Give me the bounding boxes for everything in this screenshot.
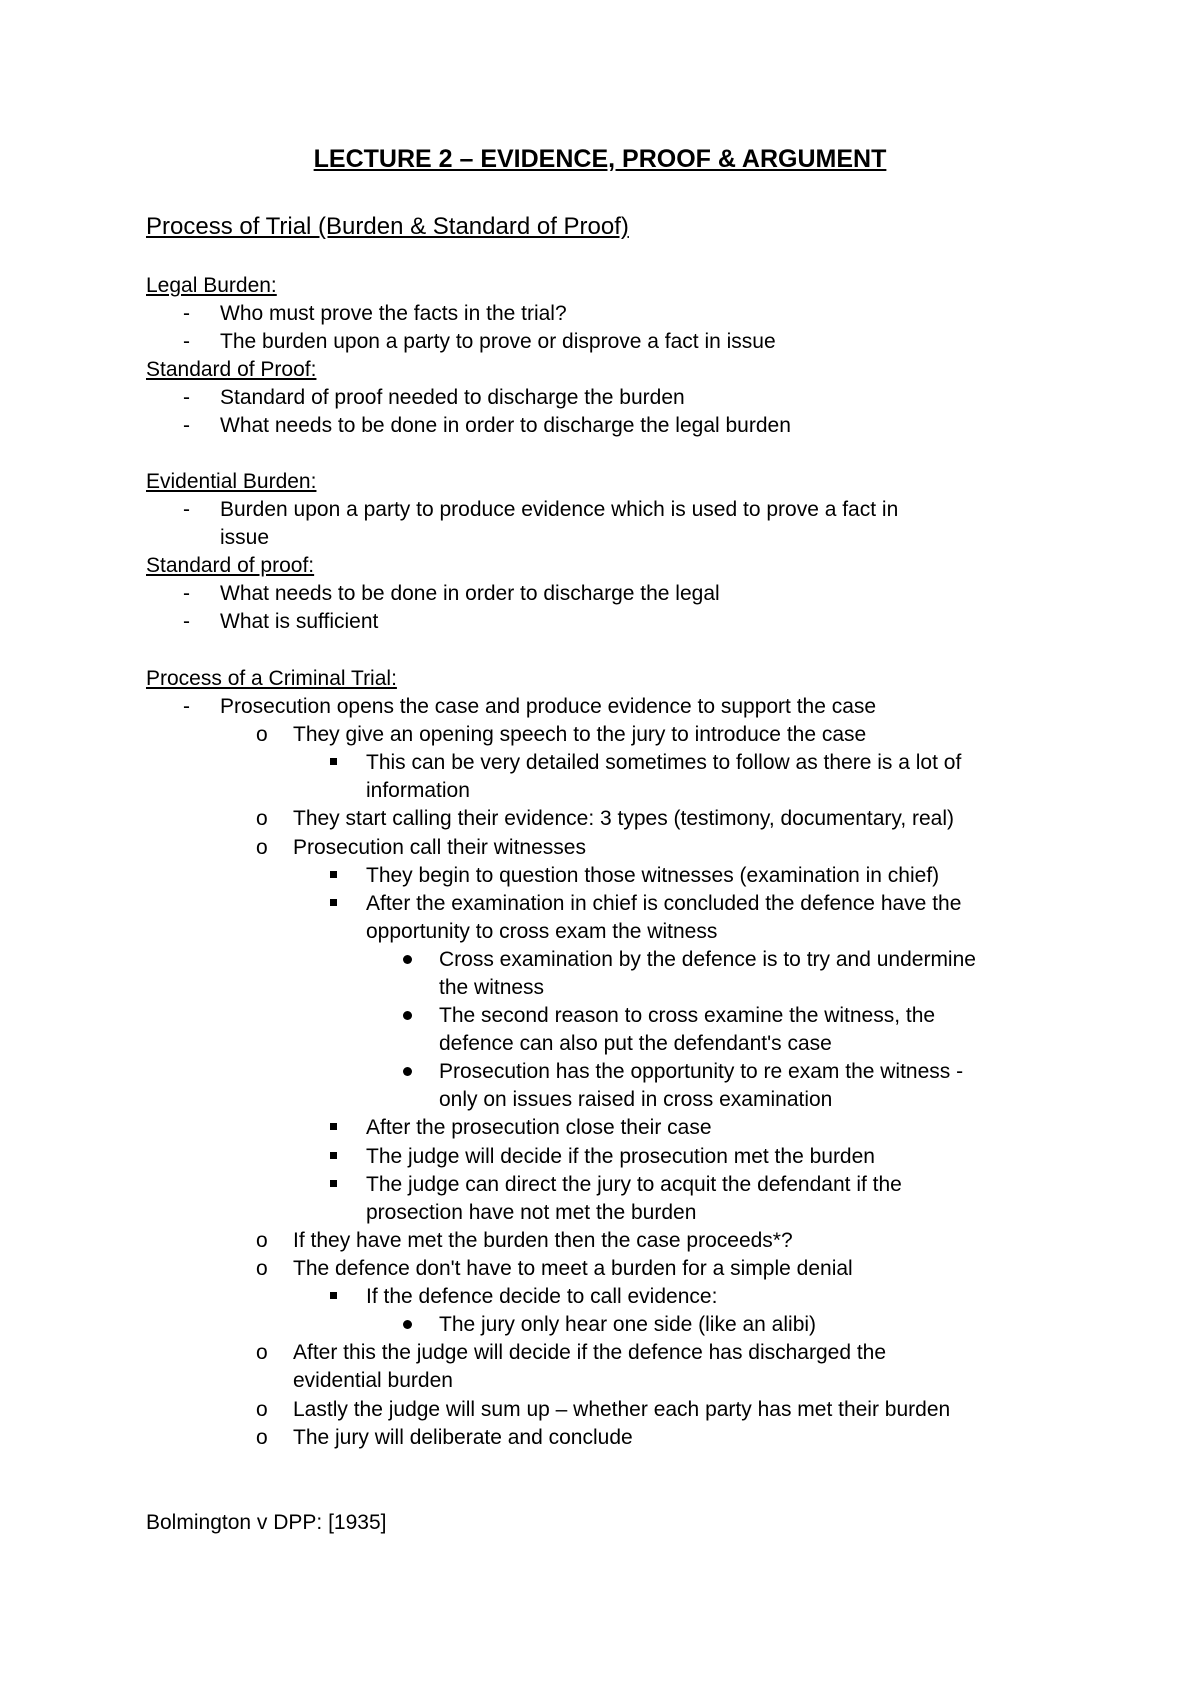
list-item: What needs to be done in order to discharge the legal (220, 582, 720, 605)
standard-of-proof-label: Standard of proof: (146, 554, 315, 577)
list-item: The judge can direct the jury to acquit the defendant if the (366, 1173, 902, 1196)
list-item: If the defence decide to call evidence: (366, 1285, 718, 1308)
list-item-continuation: defence can also put the defendant's case (439, 1032, 832, 1055)
list-item: The judge will decide if the prosecution met the burden (366, 1145, 875, 1168)
circle-marker: o (256, 1257, 268, 1280)
list-item: The second reason to cross examine the witness, the (439, 1004, 936, 1027)
list-item: After this the judge will decide if the defence has discharged the (293, 1341, 887, 1364)
list-item-continuation: issue (220, 526, 270, 549)
list-item-continuation: the witness (439, 976, 545, 999)
square-bullet (330, 1152, 337, 1159)
list-item: The burden upon a party to prove or disprove a fact in issue (220, 330, 776, 353)
section-heading: Process of Trial (Burden & Standard of Proof) (146, 213, 629, 240)
square-bullet (330, 899, 337, 906)
legal-burden-label: Legal Burden: (146, 274, 277, 297)
circle-marker: o (256, 1341, 268, 1364)
list-item: The jury only hear one side (like an alibi) (439, 1313, 817, 1336)
dash-marker: - (183, 414, 190, 437)
circle-marker: o (256, 1426, 268, 1449)
round-bullet (403, 1011, 412, 1020)
list-item-continuation: evidential burden (293, 1369, 453, 1392)
criminal-trial-label: Process of a Criminal Trial: (146, 667, 397, 690)
list-item-continuation: only on issues raised in cross examination (439, 1088, 833, 1111)
square-bullet (330, 1180, 337, 1187)
circle-marker: o (256, 1229, 268, 1252)
list-item: Prosecution has the opportunity to re exam the witness - (439, 1060, 964, 1083)
square-bullet (330, 1292, 337, 1299)
list-item: If they have met the burden then the case proceeds*? (293, 1229, 793, 1252)
list-item-continuation: opportunity to cross exam the witness (366, 920, 718, 943)
square-bullet (330, 1123, 337, 1130)
circle-marker: o (256, 1398, 268, 1421)
dash-marker: - (183, 386, 190, 409)
list-item: Who must prove the facts in the trial? (220, 302, 567, 325)
square-bullet (330, 758, 337, 765)
dash-marker: - (183, 330, 190, 353)
list-item: Prosecution call their witnesses (293, 836, 586, 859)
list-item: They begin to question those witnesses (examination in chief) (366, 864, 940, 887)
list-item: Lastly the judge will sum up – whether each party has met their burden (293, 1398, 951, 1421)
round-bullet (403, 1067, 412, 1076)
dash-marker: - (183, 582, 190, 605)
dash-marker: - (183, 498, 190, 521)
square-bullet (330, 871, 337, 878)
list-item: Cross examination by the defence is to try and undermine (439, 948, 976, 971)
case-reference: Bolmington v DPP: [1935] (146, 1511, 387, 1534)
list-item-continuation: prosection have not met the burden (366, 1201, 697, 1224)
dash-marker: - (183, 302, 190, 325)
evidential-burden-label: Evidential Burden: (146, 470, 317, 493)
list-item: This can be very detailed sometimes to follow as there is a lot of (366, 751, 962, 774)
circle-marker: o (256, 807, 268, 830)
list-item-continuation: information (366, 779, 470, 802)
list-item: They give an opening speech to the jury to introduce the case (293, 723, 867, 746)
list-item: The defence don't have to meet a burden for a simple denial (293, 1257, 853, 1280)
lecture-title: LECTURE 2 – EVIDENCE, PROOF & ARGUMENT (313, 145, 887, 173)
list-item: What needs to be done in order to discharge the legal burden (220, 414, 791, 437)
dash-marker: - (183, 610, 190, 633)
round-bullet (403, 1320, 412, 1329)
round-bullet (403, 955, 412, 964)
list-item: Prosecution opens the case and produce evidence to support the case (220, 695, 877, 718)
list-item: After the prosecution close their case (366, 1116, 712, 1139)
circle-marker: o (256, 836, 268, 859)
list-item: They start calling their evidence: 3 types (testimony, documentary, real) (293, 807, 955, 830)
circle-marker: o (256, 723, 268, 746)
list-item: What is sufficient (220, 610, 379, 633)
dash-marker: - (183, 695, 190, 718)
list-item: Standard of proof needed to discharge the burden (220, 386, 685, 409)
list-item: The jury will deliberate and conclude (293, 1426, 633, 1449)
list-item: After the examination in chief is concluded the defence have the (366, 892, 962, 915)
standard-of-proof-label: Standard of Proof: (146, 358, 317, 381)
list-item: Burden upon a party to produce evidence which is used to prove a fact in (220, 498, 899, 521)
